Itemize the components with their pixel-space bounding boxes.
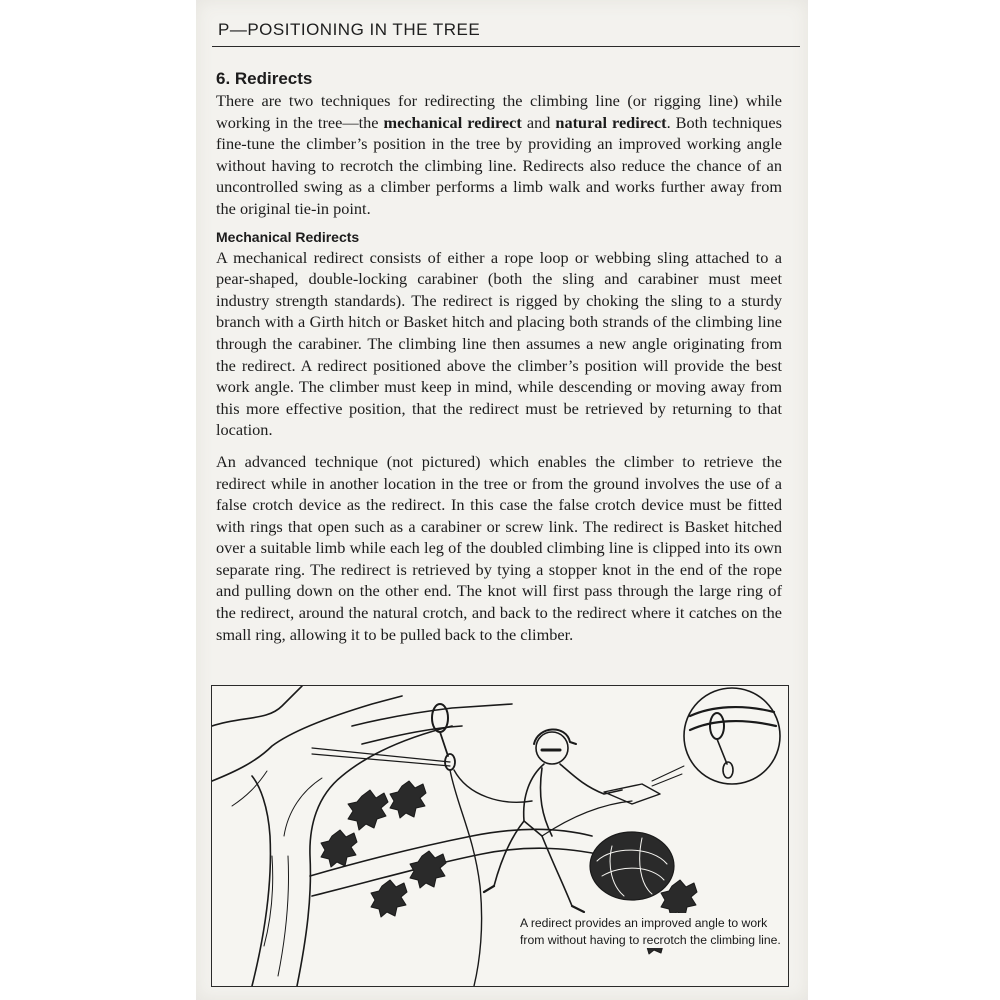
intro-text-1: There are two techniques for redirecting the climbing line (or rigging line) while working in the tree—the bbox=[216, 91, 782, 132]
running-header: P—POSITIONING IN THE TREE bbox=[218, 20, 481, 39]
term-mechanical-redirect: mechanical redirect bbox=[383, 112, 522, 132]
page-content bbox=[216, 68, 782, 645]
intro-text-2: and bbox=[521, 112, 556, 132]
header-rule bbox=[212, 46, 800, 47]
term-natural-redirect: natural redirect bbox=[555, 112, 667, 132]
intro-paragraph bbox=[216, 90, 782, 220]
figure-caption: A redirect provides an improved angle to work from without having to recrotch the climbing line. bbox=[518, 913, 782, 948]
illustration-figure bbox=[211, 685, 789, 987]
paragraph-advanced-technique: An advanced technique (not pictured) which enables the climber to retrieve the redirect while in another location in the tree or from the ground involves the use of a false crotch device as the redirect. In this case the false crotch device must be fitted with rings that open such as a carabiner or screw link. The redirect is Basket hitched over a suitable limb while each leg of the doubled climbing line is clipped into its own separate ring. The redirect is retrieved by tying a stopper knot in the end of the rope and pulling down on the other end. The knot will first pass through the large ring of the redirect, around the natural crotch, and back to the redirect where it catches on the small ring, allowing it to be pulled back to the climber. bbox=[216, 451, 782, 644]
intro-text-3: . Both techniques fine-tune the climber’s position in the tree by providing an improved working angle without having to recrotch the climbing line. Redirects also reduce the chance of an uncontrolled swing as a climber performs a limb walk and works further away from the original tie-in point. bbox=[216, 112, 782, 218]
subheading-mechanical-redirects: Mechanical Redirects bbox=[216, 228, 360, 245]
paragraph-mechanical-redirect: A mechanical redirect consists of either a rope loop or webbing sling attached to a pear-shaped, double-locking carabiner (both the sling and carabiner must meet industry strength standards). The redirect is rigged by choking the sling to a sturdy branch with a Girth hitch or Basket hitch and placing both strands of the climbing line through the carabiner. The climbing line then assumes a new angle originating from the redirect. A redirect positioned above the climber’s position will provide the best work angle. The climber must keep in mind, while descending or moving away from this more effective position, that the redirect must be retrieved by returning to that location. bbox=[216, 247, 782, 440]
section-title: 6. Redirects bbox=[216, 69, 313, 88]
